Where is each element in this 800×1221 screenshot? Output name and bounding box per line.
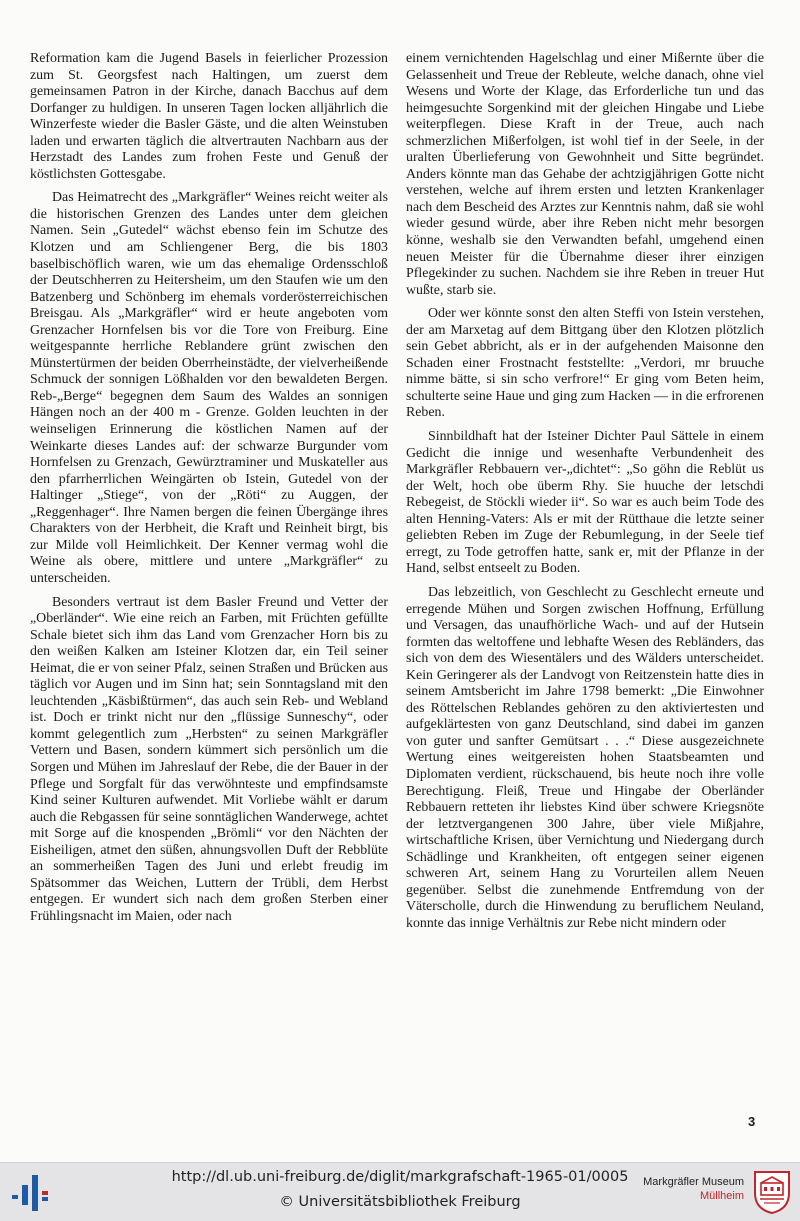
right-column [406,51,764,939]
paragraph-right-2: Oder wer könnte sonst den alten Steffi von Istein verstehen, der am Marxetag auf dem Bittgang über den Klotzen plötzlich sein Gebet abbricht, als er in der aufgehenden Maisonne den Schaden einer Frostnacht feststellte: „Verdori, mr bruuche nimme bätte, si sin scho verfrore!“ Er ging vom Beten heim, schulterte seine Haue und ging zum Hacken — in die erfrorenen Reben. [406,306,764,421]
paragraph-left-2: Das Heimatrecht des „Markgräfler“ Weines reicht weiter als die historischen Grenzen des Landes unter dem gleichen Namen. Sein „Gutedel“ wächst ebenso fein im Schutze des Klotzen und am Schliengener Berg, die bis 1803 baselbischöflich waren, wie um das ehemalige Ordensschloß der Deutschherren zu Heitersheim, um den Staufen wie um den Batzenberg und Schönberg im ehemals vorderösterreichischen Breisgau. Als „Markgräfler“ wird er heute angeboten vom Grenzacher Hornfelsen bis vor die Tore von Freiburg. Eine weitgespannte herrliche Reblandere grünt zwischen den Münstertürmen der beiden Oberrheinstädte, der vielverheißende Schmuck der sonnigen Lößhalden vor den bewaldeten Bergen. Reb-„Berge“ begegnen dem Saum des Waldes an sonnigen Hängen noch an der 400 m - Grenze. Golden leuchten in der weinseligen Erinnerung die köstlichen Namen auf der Weinkarte dieses Landes auf: der schwarze Burgunder vom Hornfelsen zu Grenzach, Gewürztraminer und Muskateller aus den pfarrherrlichen Weingärten ob Istein, Gutedel von der Haltinger „Stiege“, von der „Röti“ zu Auggen, der „Reggenhager“. Ihre Namen bergen die feinen Übergänge ihres Charakters von der Herbheit, die Kraft und Reinheit birgt, bis zur Milde voll Heimlichkeit. Der Kenner vermag wohl die Weine als obere, mittlere und untere „Markgräfler“ zu unterscheiden. [30,190,388,586]
paragraph-left-3: Besonders vertraut ist dem Basler Freund und Vetter der „Oberländer“. Wie eine reich an Farben, mit Früchten gefüllte Schale bietet sich ihm das Land vom Grenzacher Horn bis zu den weißen Kalken am Isteiner Klotzen dar, ein Teil seiner Heimat, die er von seiner Pfalz, seinen Straßen und Brücken aus täglich vor Augen und im Sinn hat; sein Sonntagsland mit den leuchtenden „Käsbißtürmen“, das auch sein Reb- und Webland ist. Doch er trinkt nicht nur den „flüssige Sunneschy“, oder kommt gelegentlich zum „Herbsten“ zu seinen Markgräfler Vettern und Basen, sondern kümmert sich persönlich um die Sorgen und Mühen im Jahreslauf der Rebe, die der Bauer in der Pflege und Sorgfalt für das verwöhnteste und empfindsamste Kind seiner Kulturen aufwendet. Mit Vorliebe wählt er darum auch die Rebgassen für seine sonntäglichen Wanderwege, achtet mit Sorge auf die knospenden „Brömli“ vor den Nächten der Eisheiligen, atmet den süßen, ahnungsvollen Duft der Rebblüte an sommerheißen Tagen des Juni und erlebt freudig im Spätsommer das Weichen, Luttern der Trübli, dem Herbst entgegen. Er wundert sich nach dem großen Sterben einer Frühlingsnacht im Maien, oder nach [30,594,388,924]
footer-copyright: © Universitätsbibliothek Freiburg [279,1194,521,1210]
museum-label [618,1175,744,1203]
museum-crest-icon [752,1169,792,1215]
left-column [30,51,388,932]
museum-name: Markgräfler Museum [643,1176,744,1188]
paragraph-right-4: Das lebzeitlich, von Geschlecht zu Geschlecht erneute und erregende Mühen und Sorgen zwischen Hoffnung, Erfüllung und Versagen, das unaufhörliche Wach- und auf der Hutsein formten das weltoffene und lebhafte Wesen des Rebländers, das sich von dem des Wiesentälers und des Wälders unterscheidet. Kein Geringerer als der Landvogt von Reitzenstein hatte dies in seinem Amtsbericht im Jahre 1798 bemerkt: „Die Einwohner des Röttelschen Reblandes gehören zu den aktiviertesten und aufgeklärtesten von ganz Deutschland, sind dabei im ganzen von guter und sanfter Gemütsart . . .“ Diese ausgezeichnete Wertung eines weitgereisten hohen Staatsbeamten und Diplomaten verdient, rückschauend, bis heute noch ihre volle Berechtigung. Fleiß, Treue und Hingabe der Oberländer Rebbauern retteten ihr liebstes Kind über schwere Kriegsnöte der letztvergangenen 300 Jahre, über viele Mißjahre, wirtschaftliche Krisen, über Vernichtung und Niedergang durch Schädlinge und Krankheiten, oft entgegen seiner eigenen schweren Art, seinem Hang zu Vorurteilen allem Neuen gegenüber. Selbst die zunehmende Entfremdung von der Väterscholle, durch die Hinwendung zu beruflichem Neuland, konnte das innige Verhältnis zur Rebe nicht mindern oder [406,584,764,931]
museum-city: Müllheim [699,1190,744,1202]
footer-bar [0,1162,800,1221]
paragraph-right-1: einem vernichtenden Hagelschlag und einer Mißernte über die Gelassenheit und Treue der Rebleute, welche danach, ohne viel Wesens und Worte der Klage, das Erforderliche tun und das heimgesuchte Sorgenkind mit der gleichen Hingabe und Liebe weiterpflegen. Diese Kraft in der Treue, auch nach schmerzlichen Mißerfolgen, ist wohl tief in der Seele, in der uralten Überlieferung von Gewohnheit und Sitte begründet. Anders könnte man das Gehabe der achtzigjährigen Gotte nicht verstehen, welche auf ihrem ersten und letzten Krankenlager nach dem Bescheid des Arztes zur Kenntnis nahm, daß sie wohl wieder gesund würde, aber ihre Reben nicht mehr besorgen könne, weshalb sie den Verwandten befahl, umgehend einen neuen Meister für die Übernahme dieser ihrer einzigen Pflegekinder zu suchen. Nachdem sie ihre Reben in treuer Hut wußte, starb sie. [406,51,764,298]
paragraph-left-1: Reformation kam die Jugend Basels in feierlicher Prozession zum St. Georgsfest nach Haltingen, um zuerst dem gemeinsamen Patron in der Kirche, danach Bacchus auf dem Dorfanger zu huldigen. In unseren Tagen locken alljährlich die Winzerfeste wieder die Basler Gäste, und die alten Weinstuben laden und erwarten täglich die altvertrauten Nachbarn aus der Herzstadt des Landes zum frohen Feste und Genuß der köstlichsten Gottesgabe. [30,51,388,182]
paragraph-right-3: Sinnbildhaft hat der Isteiner Dichter Paul Sättele in einem Gedicht die innige und wesenhafte Verbundenheit des Markgräfler Rebbauern ver-„dichtet“: „So göhn die Reblüt us der Welt, hoch obe überm Rhy. Sie huuche der letschdi Rebegeist, de Stöckli wieder ii“. So war es auch beim Tode des alten Henning-Vaters: Als er mit der Rütthaue die letzte seiner geliebten Reben im Zuge der Rebumlegung, in der Seele tief erregt, zu Tode getroffen hatte, sank er, mit der Pflanze in der Hand, selbst entseelt zu Boden. [406,429,764,577]
page-number: 3 [748,1114,756,1129]
footer-url-link[interactable]: http://dl.ub.uni-freiburg.de/diglit/markgrafschaft-1965-01/0005 [171,1169,629,1185]
